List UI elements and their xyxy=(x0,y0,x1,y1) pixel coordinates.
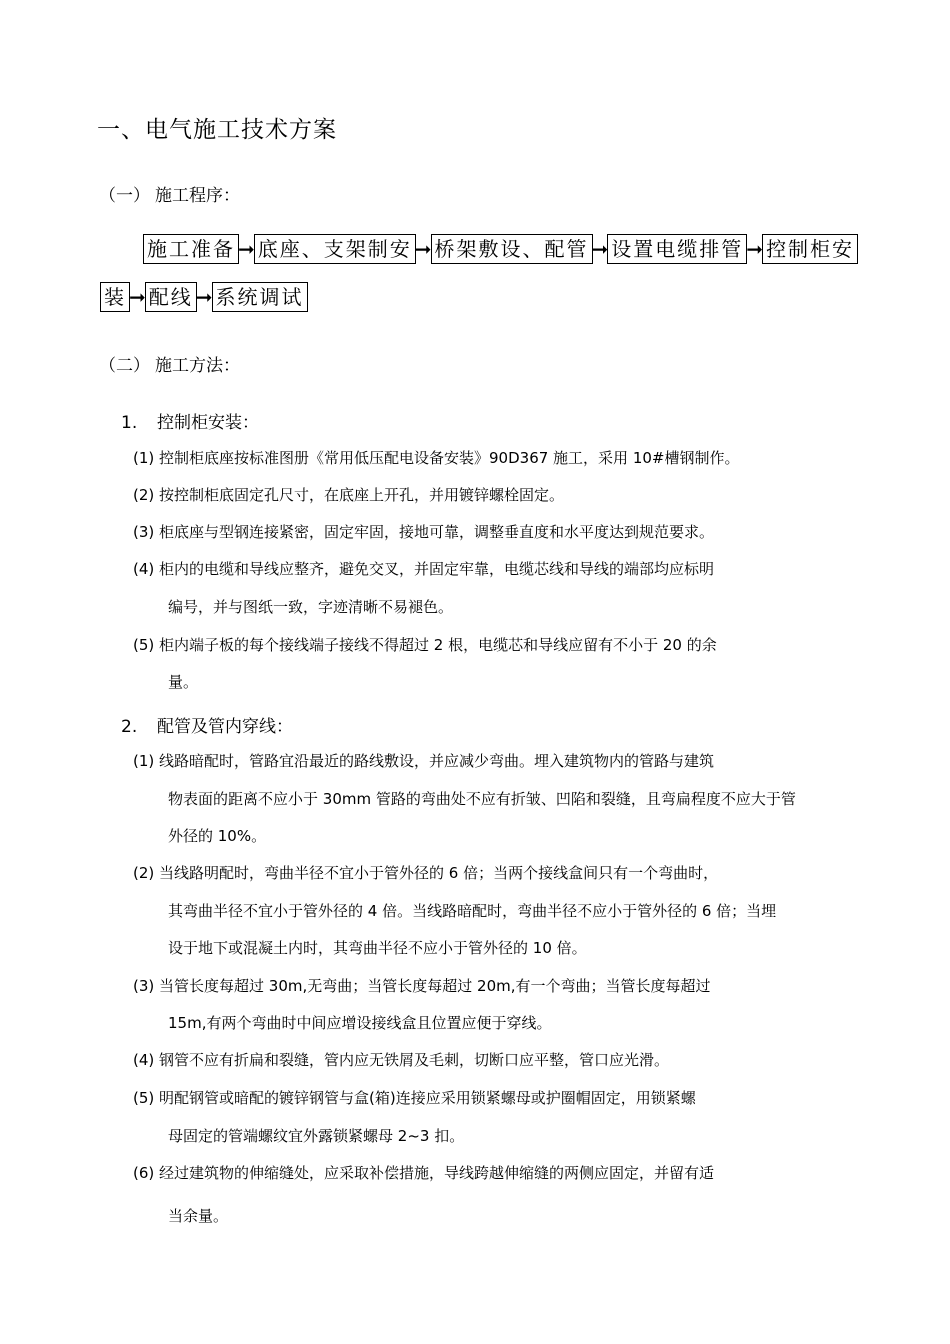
paragraph-line: 量。 xyxy=(168,673,199,691)
page-title: 一、电气施工技术方案 xyxy=(97,117,337,143)
flow-step: 底座、支架制安 xyxy=(254,234,416,264)
arrow-icon: ➞ xyxy=(195,285,213,309)
section-title: 施工方法： xyxy=(155,356,240,376)
flow-row-2 xyxy=(100,282,308,312)
flow-step: 控制柜安 xyxy=(762,234,858,264)
paragraph-line: 其弯曲半径不宜小于管外径的 4 倍。当线路暗配时，弯曲半径不应小于管外径的 6 倍；当埋 xyxy=(168,902,777,920)
paragraph-line: (3) 柜底座与型钢连接紧密，固定牢固，接地可靠，调整垂直度和水平度达到规范要求。 xyxy=(133,523,715,541)
subsection-title: 配管及管内穿线： xyxy=(157,717,293,737)
subsection-number: 2. xyxy=(121,717,138,737)
flow-step: 系统调试 xyxy=(212,282,308,312)
paragraph-line: (1) 线路暗配时，管路宜沿最近的路线敷设，并应减少弯曲。埋入建筑物内的管路与建筑 xyxy=(133,752,715,770)
paragraph-line: 外径的 10%。 xyxy=(168,827,267,845)
paragraph-line: 当余量。 xyxy=(168,1207,229,1225)
subsection-title: 控制柜安装： xyxy=(157,413,259,433)
paragraph-line: (2) 按控制柜底固定孔尺寸，在底座上开孔，并用镀锌螺栓固定。 xyxy=(133,486,565,504)
arrow-icon: ➞ xyxy=(591,237,609,261)
arrow-icon: ➞ xyxy=(746,237,764,261)
arrow-icon: ➞ xyxy=(129,285,146,309)
paragraph-line: (5) 明配钢管或暗配的镀锌钢管与盒(箱)连接应采用锁紧螺母或护圈帽固定，用锁紧螺 xyxy=(133,1089,696,1107)
paragraph-line: (3) 当管长度每超过 30m,无弯曲；当管长度每超过 20m,有一个弯曲；当管长度每超过 xyxy=(133,977,711,995)
paragraph-line: (4) 钢管不应有折扁和裂缝，管内应无铁屑及毛刺，切断口应平整，管口应光滑。 xyxy=(133,1051,670,1069)
section-title: 施工程序： xyxy=(155,186,240,206)
flow-step: 设置电缆排管 xyxy=(607,234,747,264)
subsection-number: 1. xyxy=(121,413,138,433)
section-heading-procedure xyxy=(99,181,240,206)
flow-step: 桥架敷设、配管 xyxy=(431,234,593,264)
flow-step: 配线 xyxy=(145,282,197,312)
arrow-icon: ➞ xyxy=(414,237,432,261)
flow-step: 装 xyxy=(100,282,130,312)
arrow-icon: ➞ xyxy=(238,237,255,261)
paragraph-line: 编号，并与图纸一致，字迹清晰不易褪色。 xyxy=(168,598,454,616)
paragraph-line: 物表面的距离不应小于 30mm 管路的弯曲处不应有折皱、凹陷和裂缝，且弯扁程度不应大于管 xyxy=(168,790,796,808)
paragraph-line: (2) 当线路明配时，弯曲半径不宜小于管外径的 6 倍；当两个接线盒间只有一个弯曲时， xyxy=(133,864,719,882)
subsection-heading-conduit xyxy=(121,712,293,737)
paragraph-line: (6) 经过建筑物的伸缩缝处，应采取补偿措施，导线跨越伸缩缝的两侧应固定，并留有适 xyxy=(133,1164,715,1182)
paragraph-line: 设于地下或混凝土内时，其弯曲半径不应小于管外径的 10 倍。 xyxy=(168,939,587,957)
subsection-heading-cabinet xyxy=(121,408,259,433)
paragraph-line: (5) 柜内端子板的每个接线端子接线不得超过 2 根，电缆芯和导线应留有不小于 20 的余 xyxy=(133,636,717,654)
section-number: （一） xyxy=(99,186,150,206)
flow-row-1 xyxy=(143,234,858,264)
section-number: （二） xyxy=(99,356,150,376)
paragraph-line: 母固定的管端螺纹宜外露锁紧螺母 2~3 扣。 xyxy=(168,1127,465,1145)
flow-step: 施工准备 xyxy=(143,234,239,264)
section-heading-method xyxy=(99,351,240,376)
paragraph-line: 15m,有两个弯曲时中间应增设接线盒且位置应便于穿线。 xyxy=(168,1014,552,1032)
paragraph-line: (4) 柜内的电缆和导线应整齐，避免交叉，并固定牢靠，电缆芯线和导线的端部均应标明 xyxy=(133,560,715,578)
paragraph-line: (1) 控制柜底座按标准图册《常用低压配电设备安装》90D367 施工，采用 10#槽钢制作。 xyxy=(133,449,740,467)
